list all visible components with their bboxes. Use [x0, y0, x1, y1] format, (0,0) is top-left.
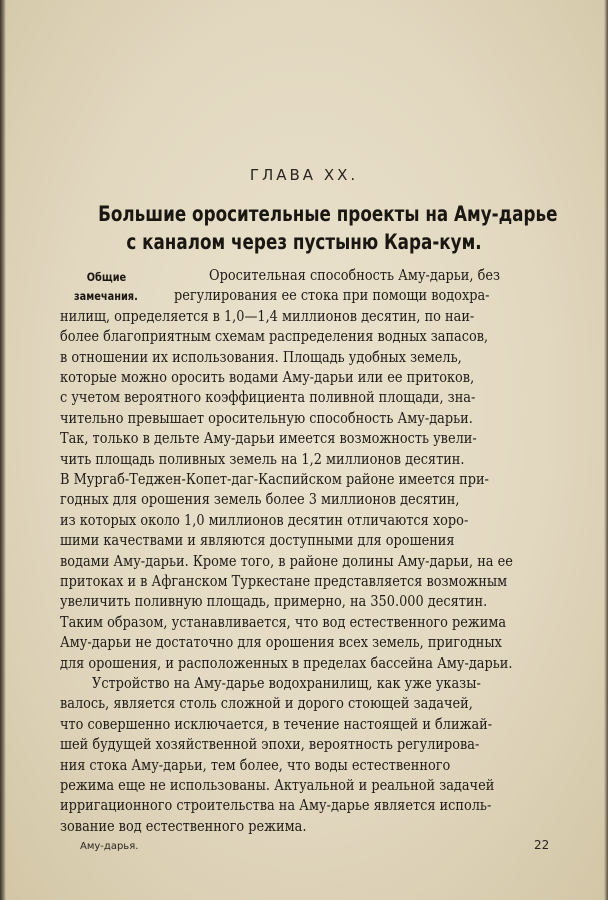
- text-line: которые можно оросить водами Аму-дарьи или ее притоков,: [60, 368, 475, 386]
- text-line: с учетом вероятного коэффициента поливной площади, зна-: [60, 388, 476, 407]
- text-line: годных для орошения земель более 3 миллионов десятин,: [60, 490, 460, 509]
- text-line: зование вод естественного режима.: [60, 816, 307, 835]
- text-line: шими качествами и являются доступными для орошения: [60, 531, 455, 550]
- text-line: Аму-дарьи не достаточно для орошения всех земель, пригодных: [60, 633, 502, 652]
- margin-note: [74, 268, 159, 306]
- chapter-title: [98, 201, 558, 257]
- text-line: Устройство на Аму-дарье водохранилищ, как уже указы-: [92, 674, 481, 692]
- text-line: более благоприятным схемам распределения водных запасов,: [60, 327, 489, 346]
- chapter-title-line-2: с каналом через пустыню Кара-кум.: [126, 230, 482, 255]
- text-line: валось, является столь сложной и дорого стоющей задачей,: [60, 694, 473, 713]
- text-line: Так, только в дельте Аму-дарьи имеется возможность увели-: [60, 429, 477, 448]
- text-line: чительно превышает оросительную способность Аму-дарьи.: [60, 408, 473, 427]
- page-number: 22: [534, 838, 550, 852]
- text-line: в отношении их использования. Площадь удобных земель,: [60, 347, 462, 366]
- text-line: Таким образом, устанавливается, что вод естественного режима: [60, 612, 507, 631]
- chapter-heading: ГЛАВА XX.: [249, 166, 359, 184]
- text-line: Оросительная способность Аму-дарьи, без: [209, 266, 501, 284]
- page-edge-right: [604, 0, 608, 900]
- text-line: В Мургаб-Теджен-Копет-даг-Каспийском районе имеется при-: [60, 470, 489, 488]
- text-line: для орошения, и расположенных в пределах бассейна Аму-дарьи.: [60, 653, 513, 672]
- text-line: ния стока Аму-дарьи, тем более, что воды естественного: [60, 755, 451, 774]
- text-line: что совершенно исключается, в течение настоящей и ближай-: [60, 714, 493, 733]
- text-line: притоках и в Афганском Туркестане представляется возможным: [60, 572, 508, 590]
- text-line: нилищ, определяется в 1,0—1,4 миллионов десятин, по наи-: [60, 306, 475, 325]
- text-line: регулирования ее стока при помощи водохра-: [174, 286, 490, 305]
- text-line: режима еще не использованы. Актуальной и реальной задачей: [60, 776, 495, 794]
- footer-signature: Аму-дарья.: [80, 841, 139, 852]
- margin-note-line-2: замечания.: [74, 289, 138, 303]
- page-edge-left: [0, 0, 6, 900]
- text-line: чить площадь поливных земель на 1,2 миллионов десятин.: [60, 449, 465, 468]
- text-line: шей будущей хозяйственной эпохи, вероятность регулирова-: [60, 735, 480, 754]
- chapter-title-line-1: Большие оросительные проекты на Аму-дарье: [98, 202, 558, 227]
- text-line: увеличить поливную площадь, примерно, на 350.000 десятин.: [60, 592, 488, 611]
- text-line: из которых около 1,0 миллионов десятин отличаются хоро-: [60, 510, 469, 529]
- text-line: водами Аму-дарьи. Кроме того, в районе долины Аму-дарьи, на ее: [60, 551, 513, 570]
- text-line: ирригационного строительства на Аму-дарье является исполь-: [60, 796, 492, 815]
- margin-note-line-1: Общие: [86, 270, 127, 284]
